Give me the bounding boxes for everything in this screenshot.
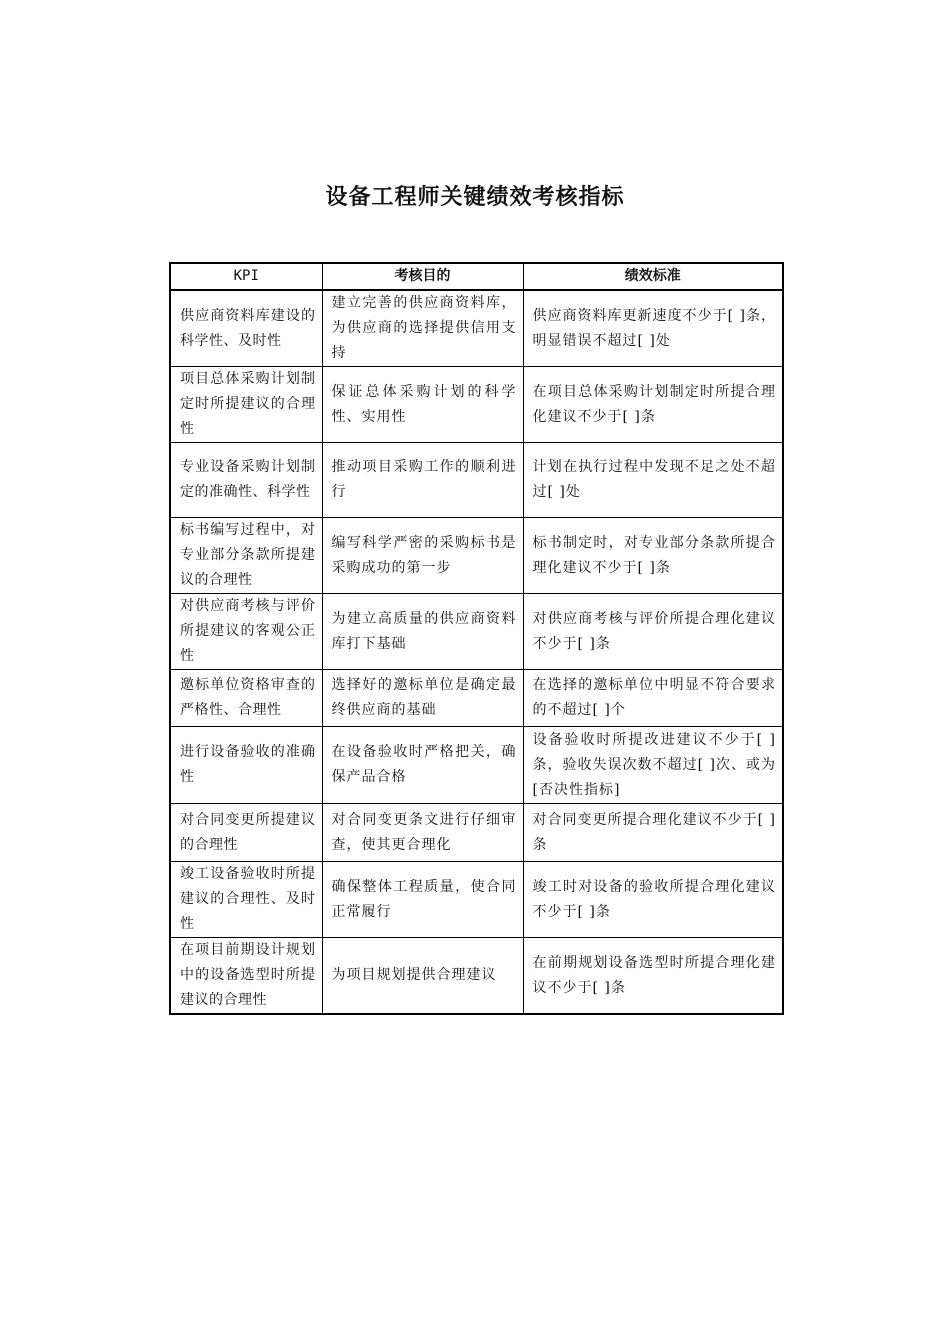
purpose-cell: 为建立高质量的供应商资料库打下基础 bbox=[322, 594, 523, 670]
kpi-cell: 对合同变更所提建议的合理性 bbox=[170, 804, 322, 862]
standard-cell: 在选择的邀标单位中明显不符合要求的不超过[ ]个 bbox=[523, 670, 783, 727]
table-row bbox=[170, 518, 783, 594]
standard-cell: 供应商资料库更新速度不少于[ ]条，明显错误不超过[ ]处 bbox=[523, 290, 783, 367]
purpose-cell: 选择好的邀标单位是确定最终供应商的基础 bbox=[322, 670, 523, 727]
kpi-cell: 专业设备采购计划制定的准确性、科学性 bbox=[170, 443, 322, 518]
standard-cell: 计划在执行过程中发现不足之处不超过[ ]处 bbox=[523, 443, 783, 518]
standard-cell: 在项目总体采购计划制定时所提合理化建议不少于[ ]条 bbox=[523, 367, 783, 443]
purpose-cell: 在设备验收时严格把关，确保产品合格 bbox=[322, 727, 523, 804]
standard-cell: 对供应商考核与评价所提合理化建议不少于[ ]条 bbox=[523, 594, 783, 670]
kpi-cell: 竣工设备验收时所提建议的合理性、及时性 bbox=[170, 862, 322, 938]
header-kpi: KPI bbox=[170, 263, 322, 290]
kpi-cell: 在项目前期设计规划中的设备选型时所提建议的合理性 bbox=[170, 938, 322, 1015]
table-row bbox=[170, 670, 783, 727]
kpi-cell: 供应商资料库建设的科学性、及时性 bbox=[170, 290, 322, 367]
purpose-cell: 建立完善的供应商资料库，为供应商的选择提供信用支持 bbox=[322, 290, 523, 367]
table-row bbox=[170, 938, 783, 1015]
table-row bbox=[170, 804, 783, 862]
purpose-cell: 编写科学严密的采购标书是采购成功的第一步 bbox=[322, 518, 523, 594]
kpi-cell: 对供应商考核与评价所提建议的客观公正性 bbox=[170, 594, 322, 670]
standard-cell: 对合同变更所提合理化建议不少于[ ]条 bbox=[523, 804, 783, 862]
purpose-cell: 为项目规划提供合理建议 bbox=[322, 938, 523, 1015]
header-purpose: 考核目的 bbox=[322, 263, 523, 290]
kpi-cell: 标书编写过程中，对专业部分条款所提建议的合理性 bbox=[170, 518, 322, 594]
standard-cell: 设备验收时所提改进建议不少于[ ]条，验收失误次数不超过[ ]次、或为[否决性指标] bbox=[523, 727, 783, 804]
purpose-cell: 对合同变更条文进行仔细审查，使其更合理化 bbox=[322, 804, 523, 862]
table-row bbox=[170, 862, 783, 938]
table-row bbox=[170, 443, 783, 518]
table-row bbox=[170, 367, 783, 443]
kpi-cell: 邀标单位资格审查的严格性、合理性 bbox=[170, 670, 322, 727]
page-title: 设备工程师关键绩效考核指标 bbox=[325, 185, 625, 210]
table-row bbox=[170, 290, 783, 367]
table-row bbox=[170, 727, 783, 804]
purpose-cell: 保证总体采购计划的科学性、实用性 bbox=[322, 367, 523, 443]
table-header-row bbox=[170, 263, 783, 290]
header-standard: 绩效标准 bbox=[523, 263, 783, 290]
kpi-table bbox=[169, 262, 784, 1015]
standard-cell: 在前期规划设备选型时所提合理化建议不少于[ ]条 bbox=[523, 938, 783, 1015]
kpi-cell: 进行设备验收的准确性 bbox=[170, 727, 322, 804]
standard-cell: 竣工时对设备的验收所提合理化建议不少于[ ]条 bbox=[523, 862, 783, 938]
table-row bbox=[170, 594, 783, 670]
standard-cell: 标书制定时，对专业部分条款所提合理化建议不少于[ ]条 bbox=[523, 518, 783, 594]
kpi-cell: 项目总体采购计划制定时所提建议的合理性 bbox=[170, 367, 322, 443]
purpose-cell: 推动项目采购工作的顺利进行 bbox=[322, 443, 523, 518]
purpose-cell: 确保整体工程质量，使合同正常履行 bbox=[322, 862, 523, 938]
